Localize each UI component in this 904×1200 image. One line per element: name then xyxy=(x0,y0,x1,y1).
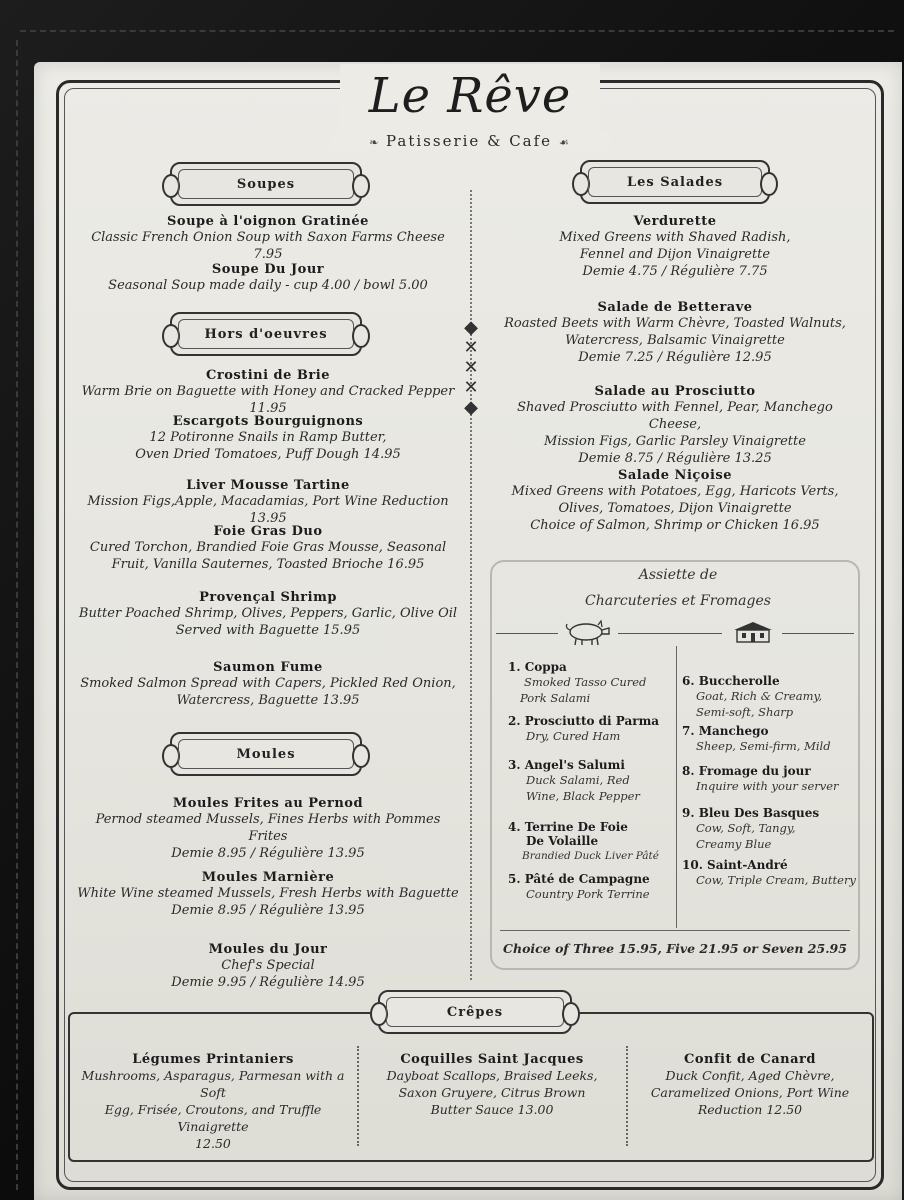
item-name: Coquilles Saint Jacques xyxy=(400,1052,584,1067)
menu-item xyxy=(76,262,460,294)
menu-item xyxy=(490,384,860,467)
item-description: Olives, Tomatoes, Dijon Vinaigrette xyxy=(558,501,792,516)
restaurant-subtitle xyxy=(330,132,610,150)
item-name: Foie Gras Duo xyxy=(213,524,323,539)
item-description: Egg, Frisée, Croutons, and Truffle Vinaigrette xyxy=(104,1102,322,1134)
menu-item xyxy=(76,660,460,709)
divider-ornament-icon: ◆ ✕ ✕ ✕ ◆ xyxy=(463,317,479,418)
pig-icon xyxy=(562,618,614,648)
item-name: Soupe à l'oignon Gratinée xyxy=(167,214,369,229)
cheese-item: 10. Saint-André Cow, Triple Cream, Buttery xyxy=(682,858,856,887)
menu-item xyxy=(76,214,460,263)
item-description: Choice of Salmon, Shrimp or Chicken 16.95 xyxy=(530,518,820,533)
item-name: Moules du Jour xyxy=(208,942,328,957)
item-description: Smoked Salmon Spread with Capers, Pickled Red Onion, xyxy=(80,676,456,691)
charcuterie-item: 2. Prosciutto di Parma Dry, Cured Ham xyxy=(508,714,660,743)
item-name: Légumes Printaniers xyxy=(132,1052,294,1067)
item-description: Mission Figs, Garlic Parsley Vinaigrette xyxy=(544,434,806,449)
charcuterie-item: 1. Coppa Smoked Tasso Cured Pork Salami xyxy=(508,660,647,705)
menu-item xyxy=(76,478,460,527)
item-name: Provençal Shrimp xyxy=(199,590,337,605)
divider-line xyxy=(782,633,854,634)
item-description: 12 Potironne Snails in Ramp Butter, xyxy=(149,430,387,445)
item-description: 12.50 xyxy=(195,1136,231,1151)
cheese-item: 7. Manchego Sheep, Semi-firm, Mild xyxy=(682,724,831,753)
section-header-hors-doeuvres: Hors d'oeuvres xyxy=(170,312,362,356)
menu-item xyxy=(490,468,860,534)
charcuterie-item: 5. Pâté de Campagne Country Pork Terrine xyxy=(508,872,650,901)
item-name: Saumon Fume xyxy=(213,660,323,675)
restaurant-logo: Le Rêve xyxy=(340,64,600,130)
section-header-crepes: Crêpes xyxy=(378,990,572,1034)
item-description: Saxon Gruyere, Citrus Brown xyxy=(398,1085,586,1100)
item-name: Salade de Betterave xyxy=(597,300,753,315)
farmhouse-icon xyxy=(730,620,776,644)
charcuterie-item: 4. Terrine De Foie De Volaille Brandied Duck Liver Pâté xyxy=(508,820,659,862)
item-name: Salade Niçoise xyxy=(618,468,732,483)
item-description: Chef's Special xyxy=(221,958,315,973)
section-header-moules: Moules xyxy=(170,732,362,776)
item-description: Mixed Greens with Potatoes, Egg, Haricots Verts, xyxy=(511,484,839,499)
menu-item xyxy=(76,870,460,919)
section-header-salades: Les Salades xyxy=(580,160,770,204)
item-description: Reduction 12.50 xyxy=(697,1102,803,1117)
item-description: Watercress, Baguette 13.95 xyxy=(176,693,360,708)
item-name: Salade au Prosciutto xyxy=(594,384,756,399)
item-description: Watercress, Balsamic Vinaigrette xyxy=(565,333,785,348)
item-description: Duck Confit, Aged Chèvre, xyxy=(665,1068,835,1083)
item-description: Shaved Prosciutto with Fennel, Pear, Manchego Cheese, xyxy=(517,400,833,432)
item-description: Seasonal Soup made daily - cup 4.00 / bowl 5.00 xyxy=(108,278,428,293)
item-description: Demie 8.95 / Régulière 13.95 xyxy=(171,846,365,861)
binder-stitching xyxy=(20,30,894,32)
item-description: Butter Poached Shrimp, Olives, Peppers, Garlic, Olive Oil xyxy=(78,606,458,621)
item-description: Oven Dried Tomatoes, Puff Dough 14.95 xyxy=(135,447,401,462)
board-title: Assiette de Charcuteries et Fromages xyxy=(585,567,771,609)
item-description: Mushrooms, Asparagus, Parmesan with a Soft xyxy=(81,1068,345,1100)
menu-item xyxy=(76,414,460,463)
charcuterie-item: 3. Angel's Salumi Duck Salami, Red Wine, Black Pepper xyxy=(508,758,640,803)
item-description: White Wine steamed Mussels, Fresh Herbs with Baguette xyxy=(77,886,459,901)
item-description: Caramelized Onions, Port Wine xyxy=(650,1085,850,1100)
item-name: Liver Mousse Tartine xyxy=(186,478,350,493)
item-description: Butter Sauce 13.00 xyxy=(430,1102,554,1117)
divider-line xyxy=(500,930,850,931)
crepes-divider xyxy=(626,1046,628,1146)
menu-item xyxy=(632,1052,868,1118)
item-name: Verdurette xyxy=(633,214,717,229)
item-description: Fruit, Vanilla Sauternes, Toasted Brioche 16.95 xyxy=(111,557,425,572)
menu-item xyxy=(74,1052,352,1152)
item-description: Roasted Beets with Warm Chèvre, Toasted Walnuts, xyxy=(504,316,846,331)
item-name: Soupe Du Jour xyxy=(211,262,325,277)
item-description: Warm Brie on Baguette with Honey and Cracked Pepper 11.95 xyxy=(81,384,455,416)
cheese-item: 6. Buccherolle Goat, Rich & Creamy, Semi-soft, Sharp xyxy=(682,674,823,719)
menu-item xyxy=(362,1052,622,1118)
menu-item xyxy=(76,942,460,991)
menu-item xyxy=(76,524,460,573)
leaf-ornament-icon: ❧ xyxy=(369,136,386,149)
menu-item xyxy=(490,214,860,280)
item-description: Mixed Greens with Shaved Radish, xyxy=(559,230,791,245)
divider-line xyxy=(618,633,722,634)
item-description: Demie 8.95 / Régulière 13.95 xyxy=(171,903,365,918)
menu-item xyxy=(76,796,460,862)
board-column-divider xyxy=(676,646,677,928)
menu-item xyxy=(490,300,860,366)
item-description: Cured Torchon, Brandied Foie Gras Mousse, Seasonal xyxy=(89,540,447,555)
item-name: Moules Marnière xyxy=(201,870,335,885)
subtitle-text: Patisserie & Cafe xyxy=(386,132,553,150)
binder-stitching xyxy=(16,40,18,1190)
menu-item xyxy=(76,590,460,639)
item-description: Demie 4.75 / Régulière 7.75 xyxy=(582,264,768,279)
cheese-item: 8. Fromage du jour Inquire with your server xyxy=(682,764,839,793)
divider-line xyxy=(496,633,558,634)
item-description: Demie 7.25 / Régulière 12.95 xyxy=(578,350,772,365)
item-description: Dayboat Scallops, Braised Leeks, xyxy=(386,1068,598,1083)
item-name: Moules Frites au Pernod xyxy=(172,796,364,811)
item-description: Served with Baguette 15.95 xyxy=(175,623,361,638)
section-header-soupes: Soupes xyxy=(170,162,362,206)
item-description: Mission Figs,Apple, Macadamias, Port Wine Reduction 13.95 xyxy=(87,494,449,526)
item-description: Classic French Onion Soup with Saxon Farms Cheese 7.95 xyxy=(91,230,445,262)
item-description: Demie 8.75 / Régulière 13.25 xyxy=(578,451,772,466)
board-pricing: Choice of Three 15.95, Five 21.95 or Seven 25.95 xyxy=(503,941,847,956)
leaf-ornament-icon: ☙ xyxy=(558,136,571,149)
crepes-divider xyxy=(357,1046,359,1146)
item-name: Crostini de Brie xyxy=(206,368,330,383)
column-divider xyxy=(470,190,472,980)
item-description: Demie 9.95 / Régulière 14.95 xyxy=(171,975,365,990)
cheese-item: 9. Bleu Des Basques Cow, Soft, Tangy, Creamy Blue xyxy=(682,806,820,851)
item-name: Escargots Bourguignons xyxy=(172,414,364,429)
item-description: Pernod steamed Mussels, Fines Herbs with Pommes Frites xyxy=(95,812,441,844)
item-name: Confit de Canard xyxy=(683,1052,816,1067)
item-description: Fennel and Dijon Vinaigrette xyxy=(579,247,771,262)
menu-item xyxy=(76,368,460,417)
